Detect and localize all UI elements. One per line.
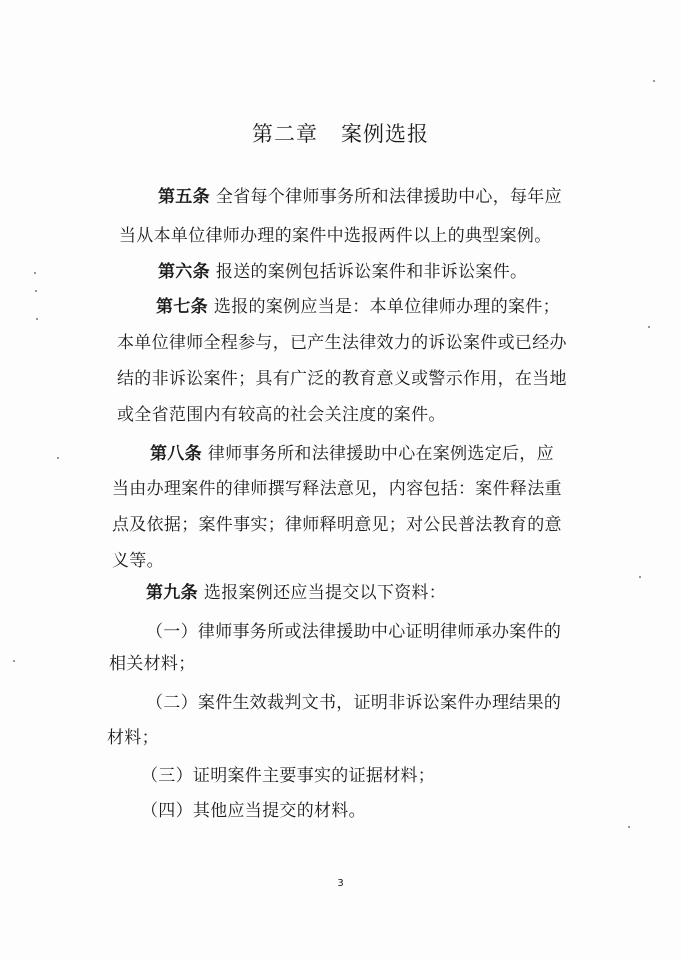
article-9-text: 选报案例还应当提交以下资料：: [203, 583, 447, 603]
article-6-first-line: [158, 261, 527, 283]
article-8-text: 律师事务所和法律援助中心在案例选定后，应: [207, 444, 554, 464]
article-6-label: 第六条: [158, 262, 210, 282]
page-number: 3: [337, 878, 344, 889]
article-7-first-line: [156, 296, 560, 318]
article-8-first-line: [150, 443, 554, 465]
scan-speck: [653, 80, 655, 82]
article-7-line-2: 本单位律师全程参与，已产生法律效力的诉讼案件或已经办: [117, 333, 567, 353]
scan-speck: [639, 576, 641, 578]
scan-speck: [628, 826, 630, 828]
article-5-first-line: [158, 186, 562, 208]
article-9-first-line: [146, 582, 446, 604]
article-8-line-3: 点及依据；案件事实；律师释明意见；对公民普法教育的意: [112, 515, 562, 535]
article-6-text: 报送的案例包括诉讼案件和非诉讼案件。: [215, 262, 528, 282]
article-7-line-3: 结的非诉讼案件；具有广泛的教育意义或警示作用，在当地: [117, 369, 567, 389]
chapter-title: 第二章 案例选报: [251, 122, 430, 146]
article-7-label: 第七条: [156, 297, 208, 317]
scan-speck: [35, 290, 37, 292]
scan-speck: [34, 272, 36, 274]
scan-speck: [36, 318, 38, 320]
article-9-item-2-line-2: 材料；: [107, 728, 159, 748]
scan-speck: [13, 660, 15, 662]
article-8-line-4: 义等。: [112, 551, 164, 571]
article-9-item-3-line-1: （三）证明案件主要事实的证据材料；: [141, 766, 436, 786]
article-8-label: 第八条: [150, 444, 202, 464]
article-9-label: 第九条: [146, 583, 198, 603]
article-9-item-1-line-1: （一）律师事务所或法律援助中心证明律师承办案件的: [146, 622, 562, 642]
scan-speck: [57, 457, 59, 459]
article-9-item-2-line-1: （二）案件生效裁判文书，证明非诉讼案件办理结果的: [146, 693, 562, 713]
article-5-label: 第五条: [158, 187, 210, 207]
article-5-line-2: 当从本单位律师办理的案件中选报两件以上的典型案例。: [119, 226, 552, 246]
scan-speck: [648, 326, 650, 328]
article-9-item-4-line-1: （四）其他应当提交的材料。: [141, 801, 366, 821]
article-7-text: 选报的案例应当是：本单位律师办理的案件；: [213, 297, 560, 317]
article-5-text: 全省每个律师事务所和法律援助中心，每年应: [215, 187, 562, 207]
article-7-line-4: 或全省范围内有较高的社会关注度的案件。: [117, 405, 446, 425]
article-9-item-1-line-2: 相关材料；: [109, 654, 196, 674]
article-8-line-2: 当由办理案件的律师撰写释法意见，内容包括：案件释法重: [112, 479, 562, 499]
